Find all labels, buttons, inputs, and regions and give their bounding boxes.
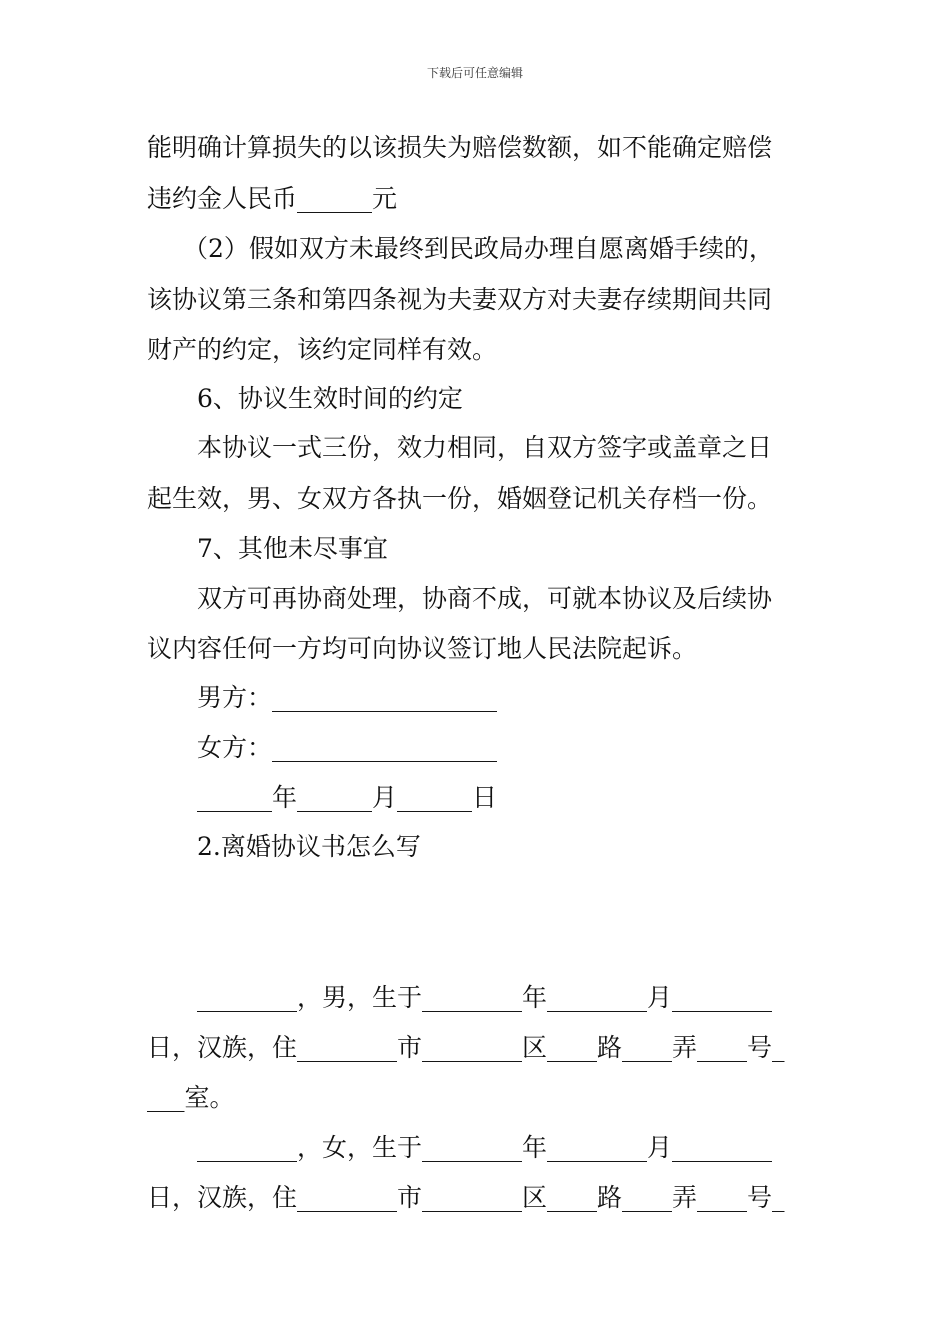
- body-line: （2）假如双方未最终到民政局办理自愿离婚手续的，: [183, 234, 774, 263]
- body-line: ________，女，生于________年________月________: [197, 1133, 773, 1162]
- body-line: 日，汉族，住________市________区____路____弄____号_: [147, 1033, 785, 1062]
- signature-female-line: 女方：__________________: [197, 733, 498, 762]
- body-line: 本协议一式三份，效力相同，自双方签字或盖章之日: [197, 433, 773, 462]
- section-heading: 7、其他未尽事宜: [197, 534, 388, 563]
- section-heading: 6、协议生效时间的约定: [197, 384, 463, 413]
- body-line: 违约金人民币______元: [147, 184, 398, 213]
- body-line: 能明确计算损失的以该损失为赔偿数额，如不能确定赔偿: [147, 133, 773, 162]
- body-line: 财产的约定，该约定同样有效。: [147, 335, 498, 364]
- page-header: 下载后可任意编辑: [426, 66, 523, 80]
- body-line: 议内容任何一方均可向协议签订地人民法院起诉。: [147, 634, 698, 663]
- section-heading: 2.离婚协议书怎么写: [197, 832, 421, 861]
- body-line: 日，汉族，住________市________区____路____弄____号_: [147, 1183, 785, 1212]
- body-line: ________，男，生于________年________月________: [197, 983, 773, 1012]
- body-line: 双方可再协商处理，协商不成，可就本协议及后续协: [197, 584, 773, 613]
- body-line: 该协议第三条和第四条视为夫妻双方对夫妻存续期间共同: [147, 285, 773, 314]
- body-line: ___室。: [147, 1083, 235, 1112]
- body-line: 起生效，男、女双方各执一份，婚姻登记机关存档一份。: [147, 484, 773, 513]
- signature-male-line: 男方：__________________: [197, 683, 498, 712]
- date-line: ______年______月______日: [197, 783, 498, 812]
